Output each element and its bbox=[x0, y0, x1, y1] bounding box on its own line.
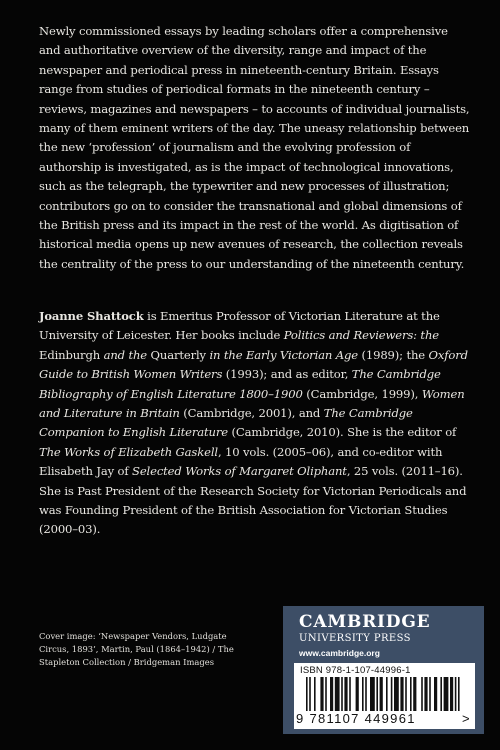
book-title: in the Early Victorian Age bbox=[209, 347, 358, 362]
barcode-digits: 9 781107 449961 bbox=[296, 711, 416, 726]
bio-text: (Cambridge, 2010). She is the editor of bbox=[227, 425, 457, 440]
book-title: The Cambridge Bibliography of English Literature 1800–1900 bbox=[39, 367, 441, 401]
author-name: Joanne Shattock bbox=[39, 309, 144, 323]
cover-image-credit: Cover image: ‘Newspaper Vendors, Ludgate Circus, 1893’, Martin, Paul (1864–1942) / The Stapleton Collection / Bridgeman Images bbox=[39, 631, 234, 667]
publisher-box bbox=[283, 606, 484, 734]
barcode-panel bbox=[294, 663, 475, 729]
back-cover-blurb: Newly commissioned essays by leading scholars offer a comprehensive and authoritative overview of the diversity, range and impact of the newspaper and periodical press in nineteenth-century Britain. Essays range from studies of periodical formats in the nineteenth century – reviews, magazines and newspapers – to accounts of individual journalists, many of them eminent writers of the day. The uneasy relationship between the new ‘profession’ of journalism and the evolving profession of authorship is investigated, as is the impact of technological innovations, such as the telegraph, the typewriter and new processes of illustration; contributors go on to consider the transnational and global dimensions of the British press and its impact in the rest of the world. As digitisation of historical media opens up new avenues of research, the collection reveals the centrality of the press to our understanding of the nineteenth century. bbox=[39, 24, 470, 271]
book-title: Selected Works of Margaret Oliphant bbox=[132, 464, 347, 479]
bio-text: (1993); and as editor, bbox=[222, 367, 352, 382]
bio-text: Edinburgh bbox=[39, 347, 104, 362]
book-title: The Works of Elizabeth Gaskell bbox=[39, 444, 218, 459]
bio-text: Quarterly bbox=[147, 347, 210, 362]
bio-text: is Emeritus Professor of Victorian Literature at the University of Leicester. Her books include bbox=[39, 309, 440, 343]
book-title: Women and Literature in Britain bbox=[39, 386, 465, 421]
bio-text: , 10 vols. (2005–06), and co-editor with Elisabeth Jay of bbox=[39, 444, 443, 479]
book-title: The Cambridge Companion to English Literature bbox=[39, 406, 413, 440]
book-title: Oxford Guide to British Women Writers bbox=[39, 347, 468, 382]
bio-text: , 25 vols. (2011–16). She is Past President of the Research Society for Victorian Periodicals and was Founding President of the British Association for Victorian Studies (2000–03). bbox=[39, 464, 467, 537]
publisher-logo-line2: UNIVERSITY PRESS bbox=[299, 633, 411, 644]
bio-text: (Cambridge, 1999), bbox=[302, 386, 422, 401]
barcode-arrow: > bbox=[462, 711, 470, 726]
author-bio bbox=[39, 307, 471, 540]
book-title: Politics and Reviewers: the bbox=[283, 328, 439, 343]
barcode-icon bbox=[298, 677, 468, 711]
bio-text: (1989); the bbox=[357, 347, 429, 362]
bio-text: (Cambridge, 2001), and bbox=[179, 406, 324, 421]
publisher-logo-line1: CAMBRIDGE bbox=[299, 612, 431, 632]
bio-italic: and the bbox=[103, 347, 148, 362]
publisher-website: www.cambridge.org bbox=[299, 648, 380, 658]
isbn-label: ISBN 978-1-107-44996-1 bbox=[300, 665, 411, 676]
